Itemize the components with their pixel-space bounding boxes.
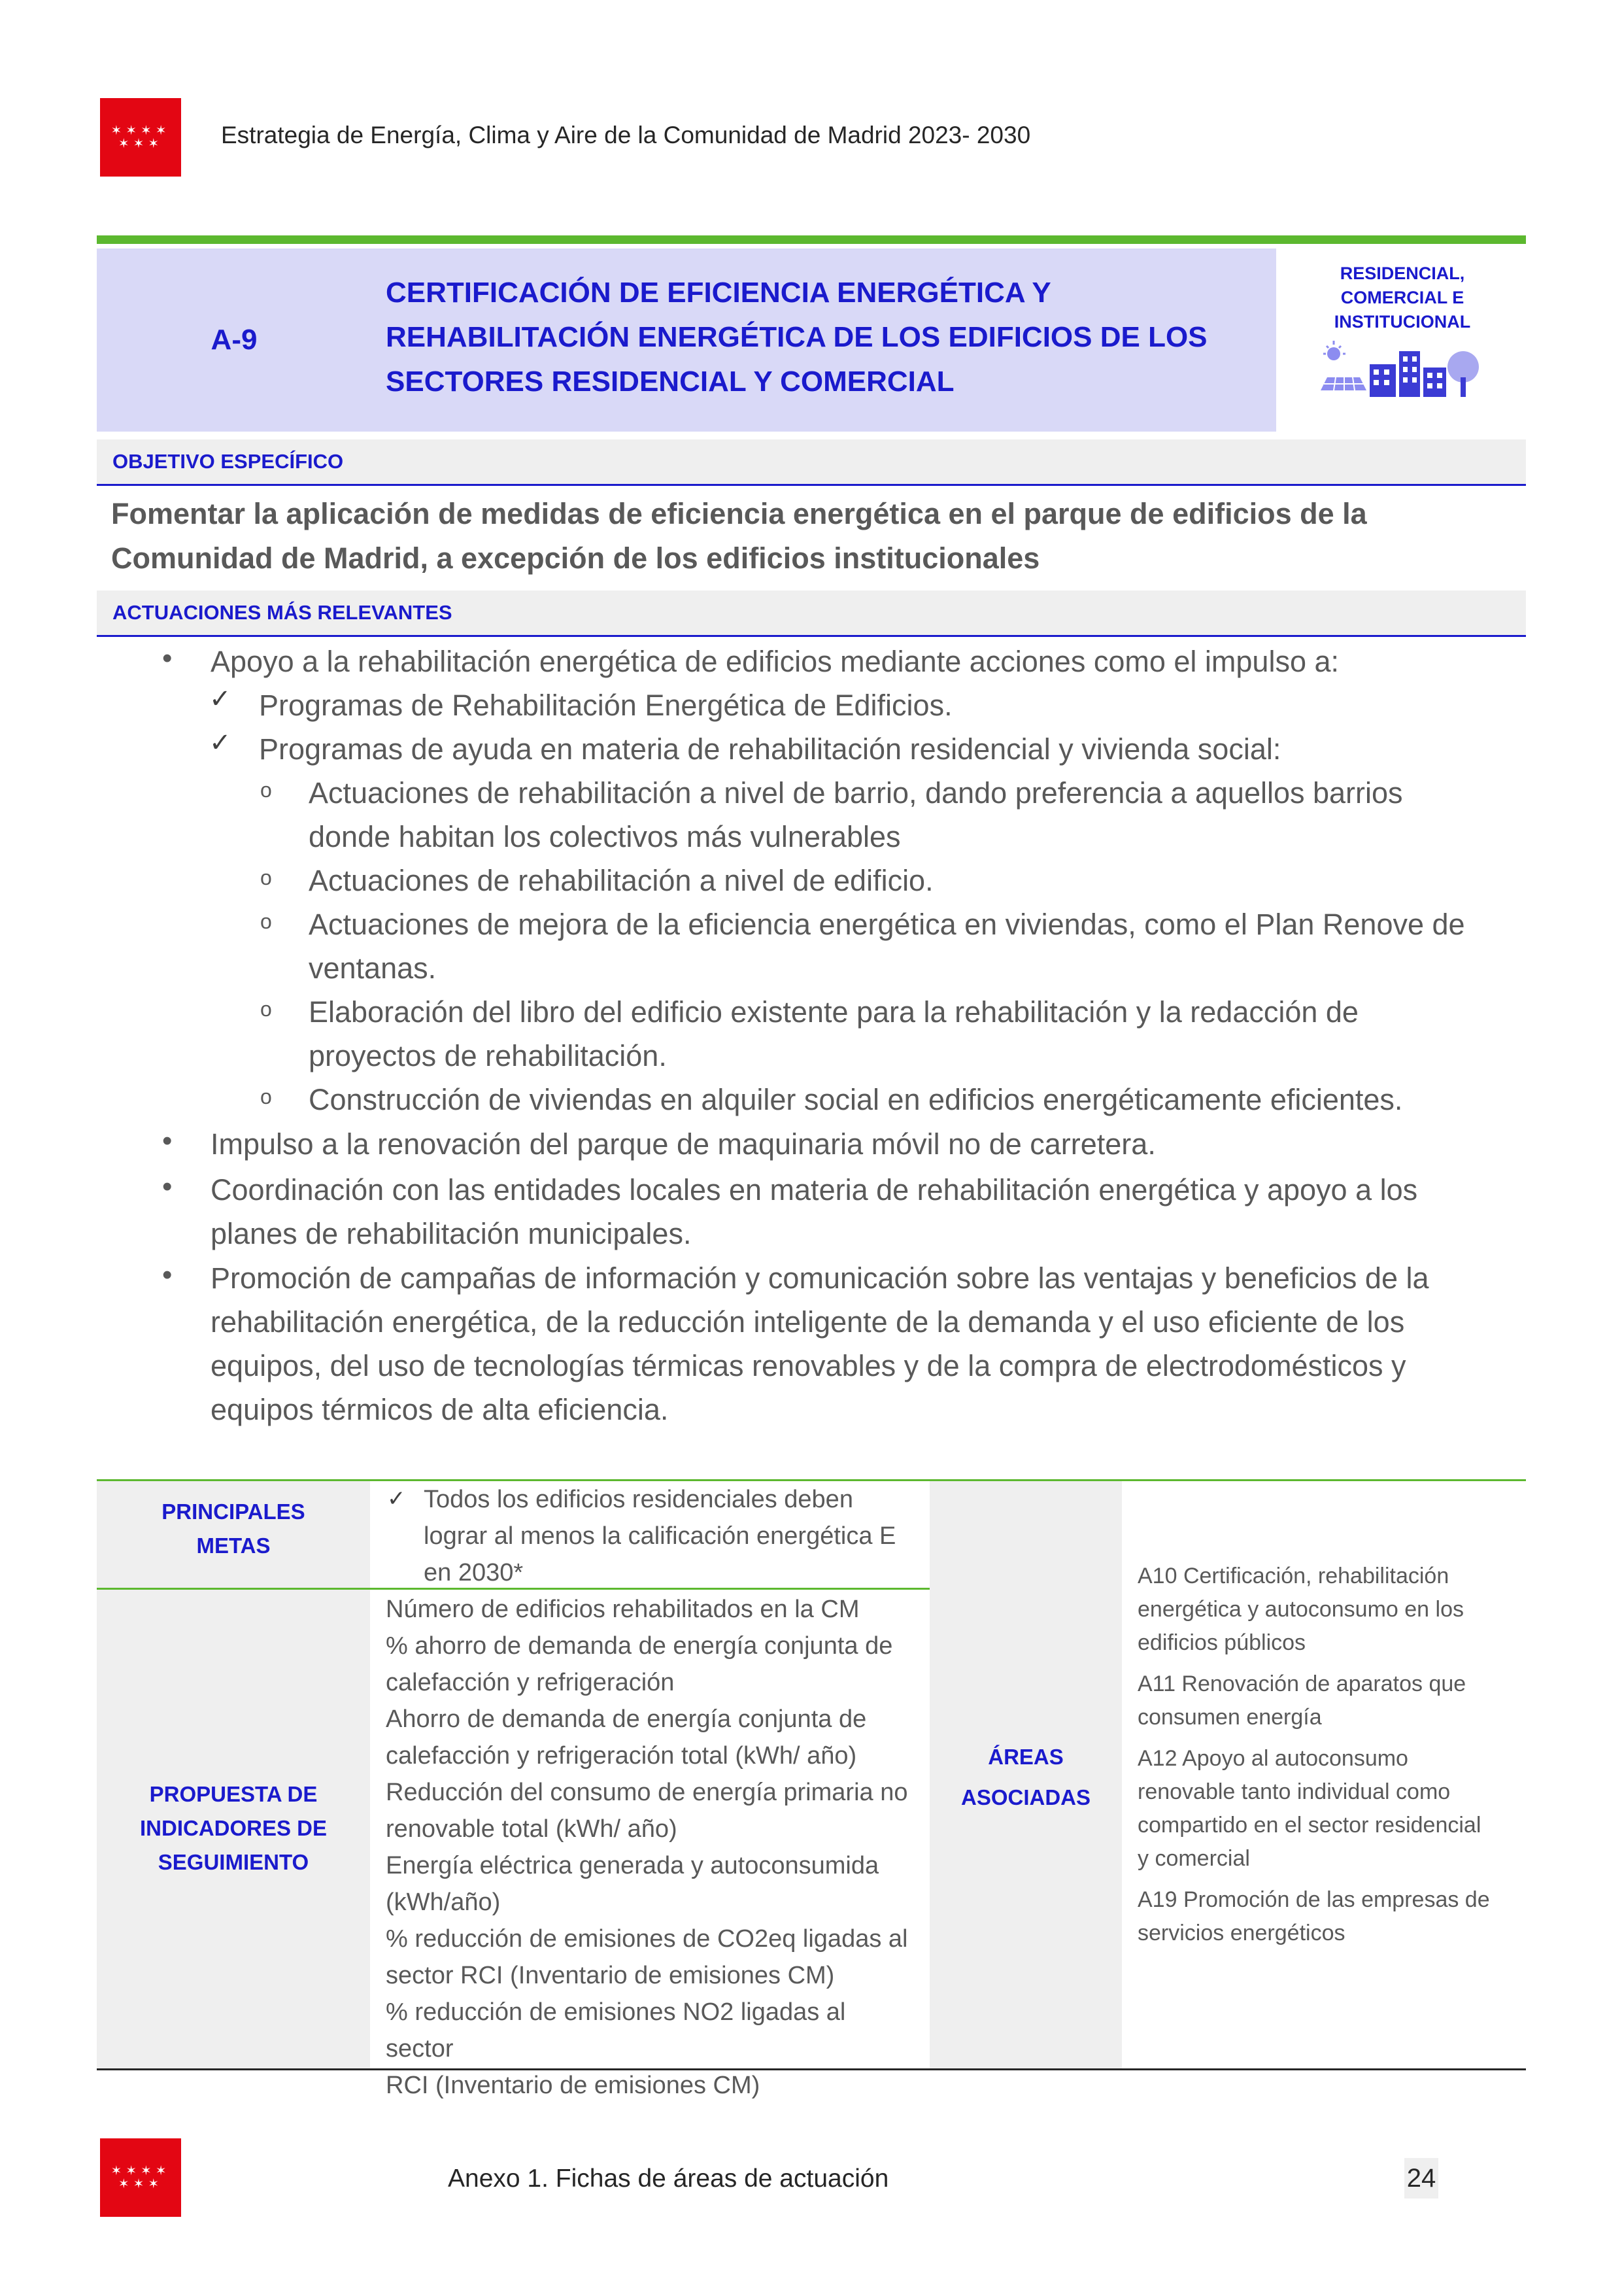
action-line: proyectos de rehabilitación. [309,1039,667,1072]
bullet-marker: • [162,642,173,674]
indicators-list [386,1591,917,2104]
indicator-line: Energía eléctrica generada y autoconsumida [386,1852,879,1879]
circle-marker: o [260,866,272,889]
goals-label: PRINCIPALES METAS [161,1499,305,1558]
action-line: Promoción de campañas de información y comunicación sobre las ventajas y beneficios de la [211,1261,1429,1295]
bullet-marker: • [162,1125,173,1157]
actions-section-bar [97,591,1526,637]
indicator-line: % reducción de emisiones de CO2eq ligadas al [386,1925,908,1953]
footer-annex-title: Anexo 1. Fichas de áreas de actuación [448,2165,889,2193]
action-line: rehabilitación energética, de la reducción inteligente de la demanda y el uso eficiente de los [211,1305,1405,1339]
action-line: Coordinación con las entidades locales en materia de rehabilitación energética y apoyo a los [211,1173,1418,1207]
indicator-line: Reducción del consumo de energía primaria no [386,1779,908,1806]
madrid-flag-logo-footer: ✶✶✶✶ ✶✶✶ [100,2138,181,2217]
areas-label: ÁREAS ASOCIADAS [960,1745,1091,1809]
action-line: equipos, del uso de tecnologías térmicas renovables y de la compra de electrodomésticos y [211,1349,1406,1382]
action-line: Actuaciones de mejora de la eficiencia energética en viviendas, como el Plan Renove de [309,908,1465,941]
goal-text: Todos los edificios residenciales deben lograr al menos la calificación energética E en 2030* [424,1486,896,1586]
action-line: Construcción de viviendas en alquiler social en edificios energéticamente eficientes. [309,1083,1403,1116]
circle-marker: o [260,910,272,933]
indicator-line: calefacción y refrigeración [386,1669,675,1696]
indicator-line: RCI (Inventario de emisiones CM) [386,2072,760,2099]
action-line: Actuaciones de rehabilitación a nivel de edificio. [309,864,934,897]
action-line: Programas de ayuda en materia de rehabilitación residencial y vivienda social: [259,732,1281,766]
page-number: 24 [1404,2158,1438,2199]
indicator-line: Ahorro de demanda de energía conjunta de [386,1705,867,1733]
action-line: ventanas. [309,951,437,985]
action-line: Actuaciones de rehabilitación a nivel de barrio, dando preferencia a aquellos barrios [309,776,1403,810]
check-marker: ✓ [209,728,231,757]
related-area-item: A10 Certificación, rehabilitación energética y autoconsumo en los edificios públicos [1138,1564,1464,1655]
sheet-title: CERTIFICACIÓN DE EFICIENCIA ENERGÉTICA Y REHABILITACIÓN ENERGÉTICA DE LOS EDIFICIOS DE LOS SECTORES RESIDENCIAL Y COMERCIAL [386,277,1208,398]
objective-section-bar [97,439,1526,486]
action-line: Apoyo a la rehabilitación energética de edificios mediante acciones como el impulso a: [211,645,1339,678]
action-line: donde habitan los colectivos más vulnerables [309,820,901,853]
circle-marker: o [260,997,272,1021]
action-line: planes de rehabilitación municipales. [211,1217,692,1250]
document-header-title: Estrategia de Energía, Clima y Aire de la Comunidad de Madrid 2023- 2030 [221,122,1031,148]
sector-label: RESIDENCIAL, COMERCIAL E INSTITUCIONAL [1334,264,1471,332]
goal-check-marker: ✓ [387,1486,406,1511]
indicator-line: calefacción y refrigeración total (kWh/ año) [386,1742,857,1770]
action-line: Elaboración del libro del edificio existente para la rehabilitación y la redacción de [309,995,1359,1029]
label-column-bg [97,1481,370,2068]
indicator-line: (kWh/año) [386,1889,501,1916]
check-marker: ✓ [209,685,231,713]
objective-text: Fomentar la aplicación de medidas de eficiencia energética en el parque de edificios de la Comunidad de Madrid, a excepción de los edificios institucionales [111,497,1367,575]
madrid-flag-logo: ✶✶✶✶ ✶✶✶ [100,98,181,177]
buildings-solar-icon [1321,338,1484,397]
action-line: Programas de Rehabilitación Energética de Edificios. [259,689,953,722]
top-divider [97,235,1526,244]
indicator-line: % reducción de emisiones NO2 ligadas al sector [386,1998,846,2063]
actions-heading: ACTUACIONES MÁS RELEVANTES [112,601,452,624]
sheet-code: A-9 [211,324,258,356]
related-areas-list [1138,1560,1517,1950]
related-area-item: A19 Promoción de las empresas de servicios energéticos [1138,1887,1490,1945]
indicator-line: % ahorro de demanda de energía conjunta de [386,1632,893,1660]
indicator-line: sector RCI (Inventario de emisiones CM) [386,1962,835,1989]
bullet-marker: • [162,1171,173,1203]
indicator-line: renovable total (kWh/ año) [386,1815,677,1843]
related-area-item: A11 Renovación de aparatos que consumen energía [1138,1671,1466,1730]
circle-marker: o [260,1085,272,1108]
action-line: equipos térmicos de alta eficiencia. [211,1393,669,1426]
indicators-label: PROPUESTA DE INDICADORES DE SEGUIMIENTO [139,1782,328,1874]
circle-marker: o [260,778,272,802]
action-line: Impulso a la renovación del parque de maquinaria móvil no de carretera. [211,1127,1156,1161]
indicator-line: Número de edificios rehabilitados en la CM [386,1596,860,1623]
sector-badge [1281,262,1523,432]
objective-heading: OBJETIVO ESPECÍFICO [112,450,344,473]
table-bottom-rule [97,2068,1526,2070]
related-area-item: A12 Apoyo al autoconsumo renovable tanto individual como compartido en el sector residencial y comercial [1138,1746,1481,1871]
bullet-marker: • [162,1259,173,1291]
